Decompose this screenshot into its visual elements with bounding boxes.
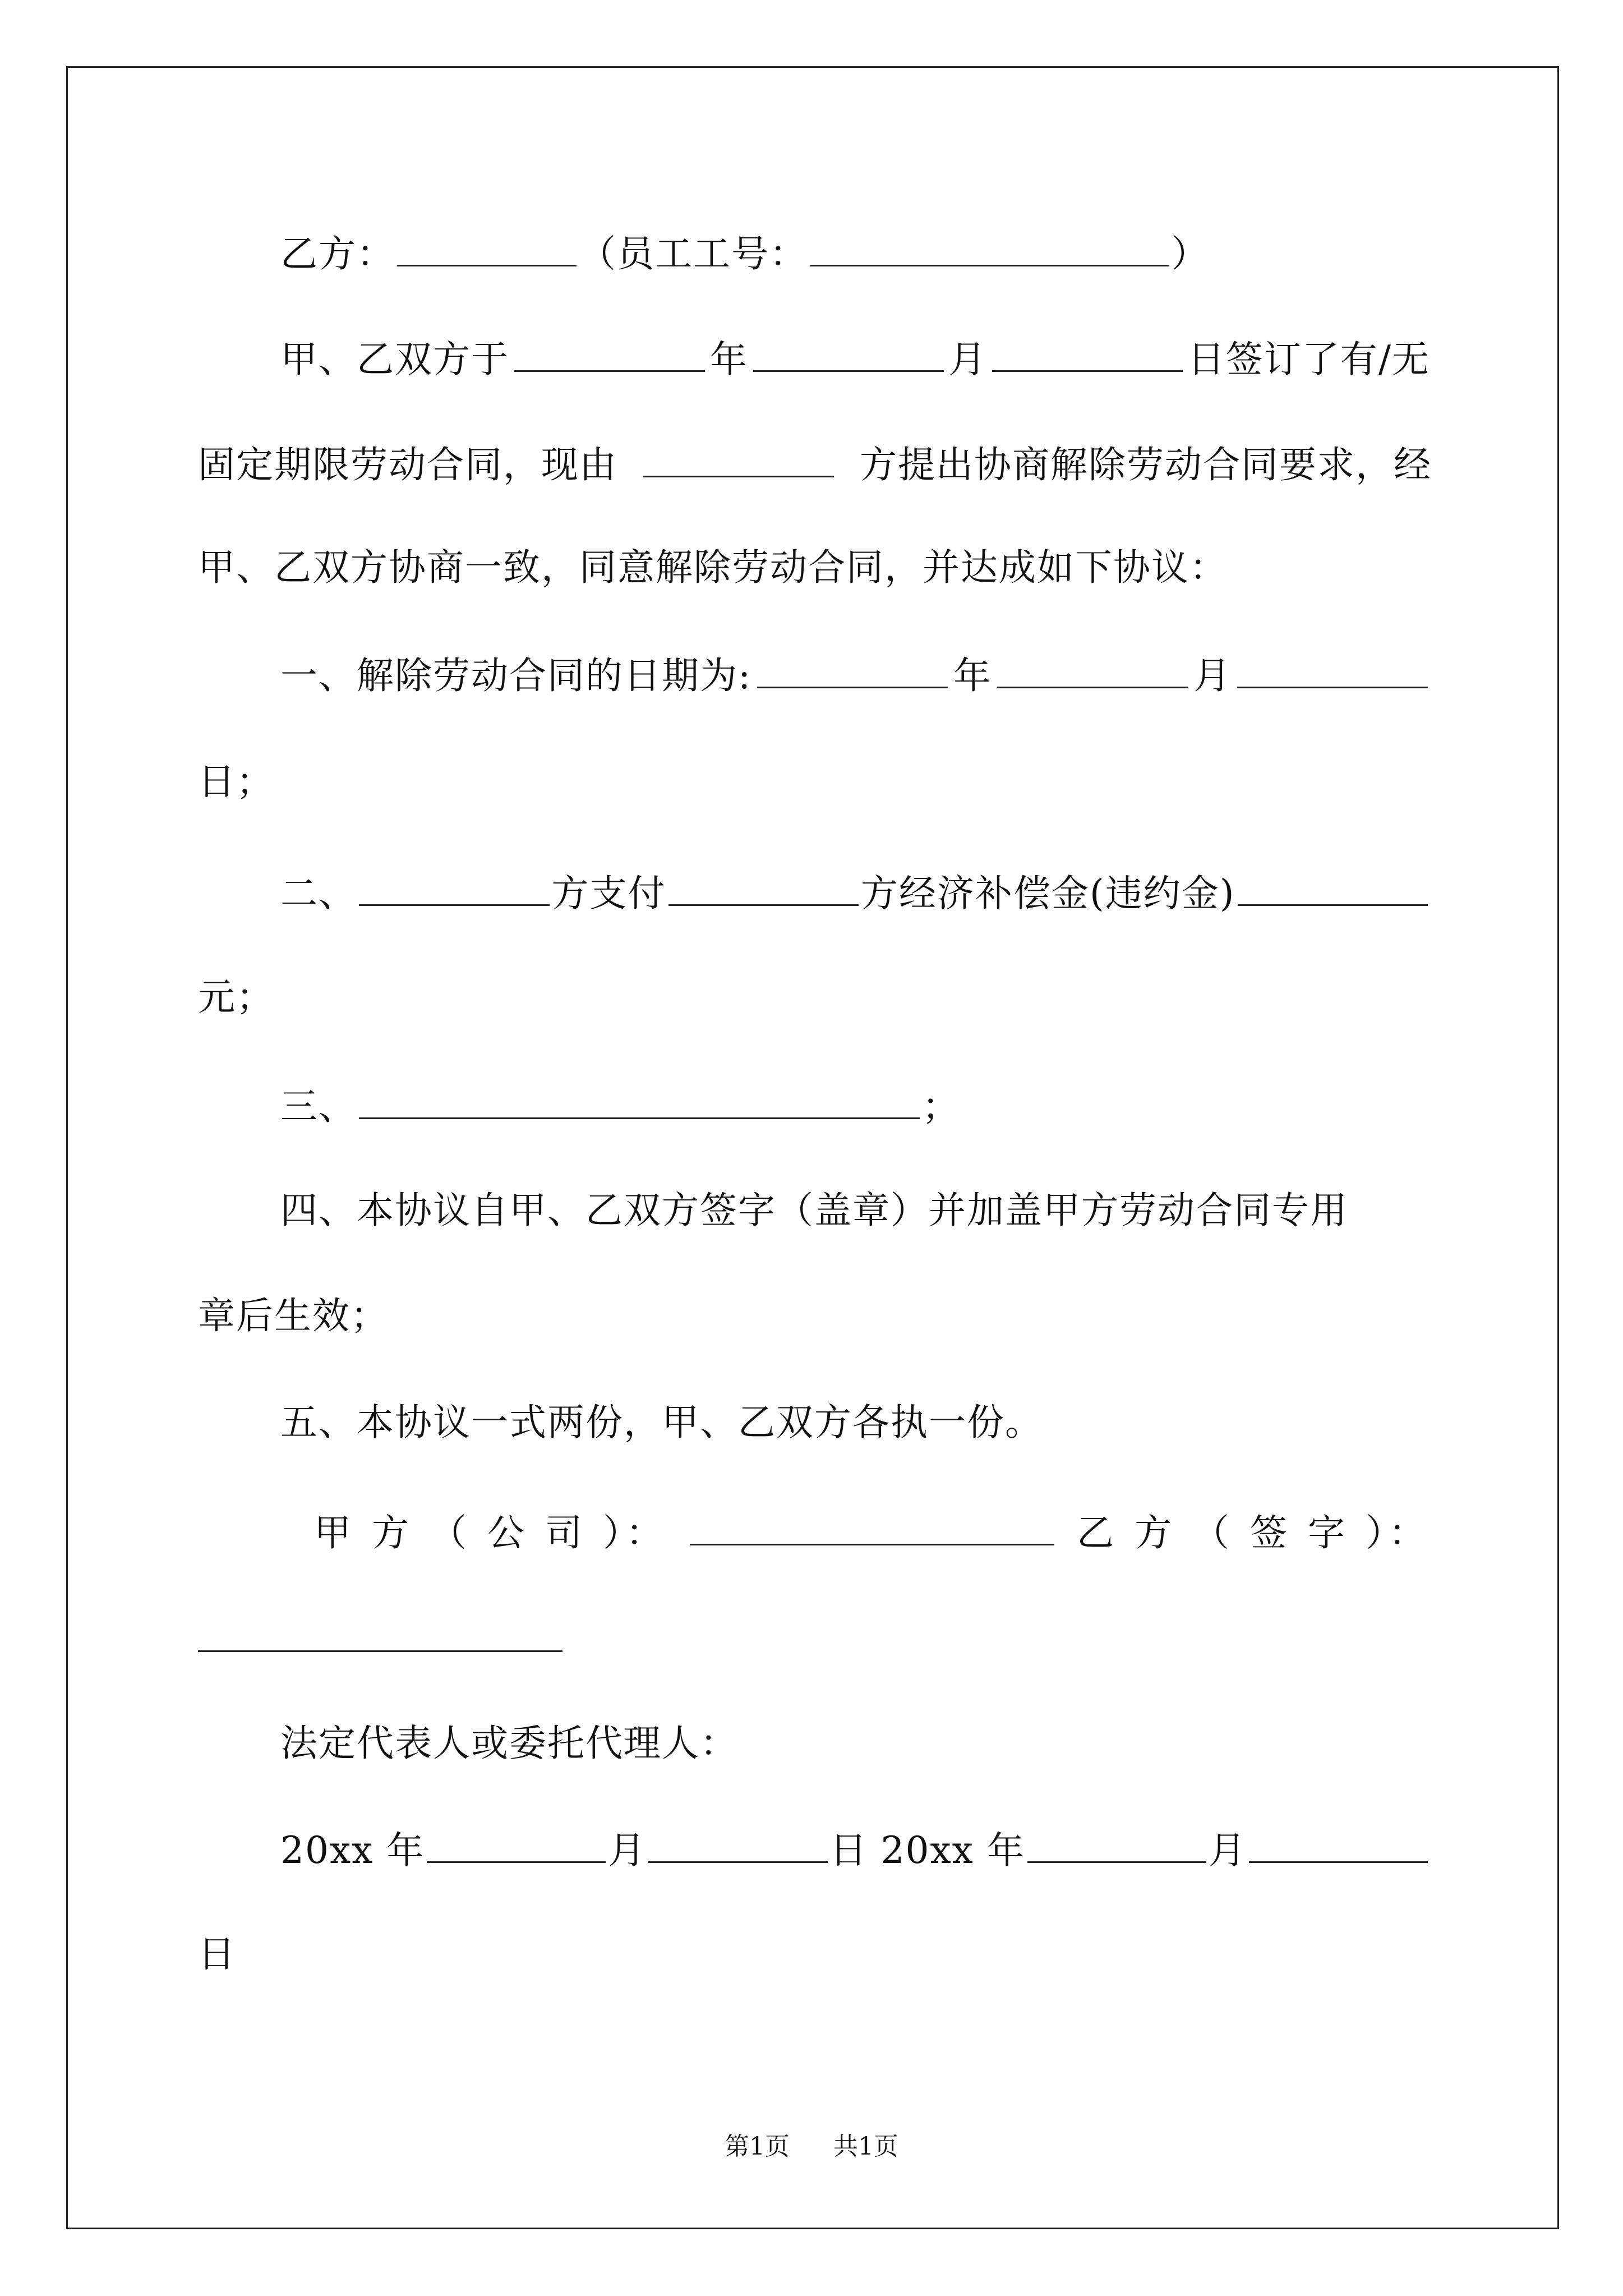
party-b-label: 乙方：	[280, 232, 395, 275]
termination-day-label: 日；	[198, 760, 274, 803]
employee-id-blank[interactable]	[810, 230, 1169, 266]
compensation-label: 方经济补偿金(违约金)	[861, 872, 1235, 915]
agreement-intro-line: 甲、乙双方协商一致，同意解除劳动合同，并达成如下协议：	[198, 546, 1228, 589]
sign-date-suffix: 日签订了有/无	[1187, 338, 1430, 381]
sign-date-line	[280, 335, 1430, 381]
employee-id-label: （员工工号：	[579, 232, 808, 275]
month-label: 月	[948, 338, 987, 381]
date-a-month-blank[interactable]	[427, 1826, 606, 1863]
date-b-day-blank[interactable]	[1249, 1826, 1428, 1863]
item-four-line: 四、本协议自甲、乙双方签字（盖章）并加盖甲方劳动合同专用	[280, 1189, 1348, 1232]
payer-blank[interactable]	[359, 869, 550, 906]
signing-dates-line	[280, 1826, 1430, 1872]
termination-year-label: 年	[953, 654, 992, 697]
item-three-label: 三、	[280, 1085, 357, 1128]
party-a-signature-label: 甲 方 （ 公 司 ）：	[314, 1511, 667, 1554]
date-a-day-b-year: 日 20xx 年	[829, 1829, 1025, 1872]
year-label: 年	[709, 338, 748, 381]
page-total: 共1页	[833, 2132, 898, 2161]
item-five-line: 五、本协议一式两份，甲、乙双方各执一份。	[280, 1401, 1043, 1444]
date-b-day-label: 日	[198, 1932, 236, 1976]
page-border	[66, 66, 1559, 2229]
termination-date-line	[280, 652, 1430, 697]
date-b-month-label: 月	[1208, 1829, 1247, 1872]
compensation-line	[280, 869, 1430, 915]
date-a-month-label: 月	[608, 1829, 647, 1872]
date-a-year: 20xx 年	[280, 1829, 425, 1872]
termination-date-label: 一、解除劳动合同的日期为:	[280, 654, 752, 697]
payee-blank[interactable]	[668, 869, 859, 906]
compensation-amount-blank[interactable]	[1238, 869, 1428, 906]
party-b-line	[280, 230, 1430, 273]
item-two-label: 二、	[280, 872, 357, 915]
proposal-text: 方提出协商解除劳动合同要求，经	[860, 443, 1432, 486]
currency-label: 元；	[198, 976, 274, 1019]
item-three-end: ；	[922, 1085, 960, 1128]
contract-type-text: 固定期限劳动合同，现由	[198, 443, 617, 486]
employee-id-close: ）	[1171, 232, 1209, 275]
party-b-signature-blank[interactable]	[198, 1616, 562, 1652]
item-four-continued: 章后生效；	[198, 1294, 389, 1337]
date-b-month-blank[interactable]	[1027, 1826, 1206, 1863]
termination-day-blank[interactable]	[1237, 652, 1428, 688]
sign-date-prefix: 甲、乙双方于	[280, 338, 509, 381]
item-three-blank[interactable]	[359, 1083, 920, 1119]
party-b-name-blank[interactable]	[397, 230, 577, 266]
termination-month-label: 月	[1193, 654, 1232, 697]
party-b-signature-line	[198, 1616, 1432, 1658]
sign-day-blank[interactable]	[992, 335, 1183, 372]
legal-rep-line: 法定代表人或委托代理人：	[280, 1722, 738, 1765]
item-three-line	[280, 1083, 1430, 1128]
proposer-blank[interactable]	[643, 441, 834, 477]
party-b-signature-label: 乙 方 （ 签 字 ）：	[1077, 1511, 1430, 1554]
termination-year-blank[interactable]	[757, 652, 948, 688]
pays-label: 方支付	[551, 872, 666, 915]
contract-type-line	[198, 441, 1432, 484]
date-a-day-blank[interactable]	[648, 1826, 827, 1863]
termination-month-blank[interactable]	[997, 652, 1188, 688]
sign-year-blank[interactable]	[514, 335, 705, 372]
page-number: 第1页	[725, 2132, 790, 2161]
signature-line	[314, 1509, 1430, 1552]
sign-month-blank[interactable]	[753, 335, 944, 372]
page-footer	[0, 2133, 1623, 2161]
party-a-signature-blank[interactable]	[690, 1509, 1054, 1545]
